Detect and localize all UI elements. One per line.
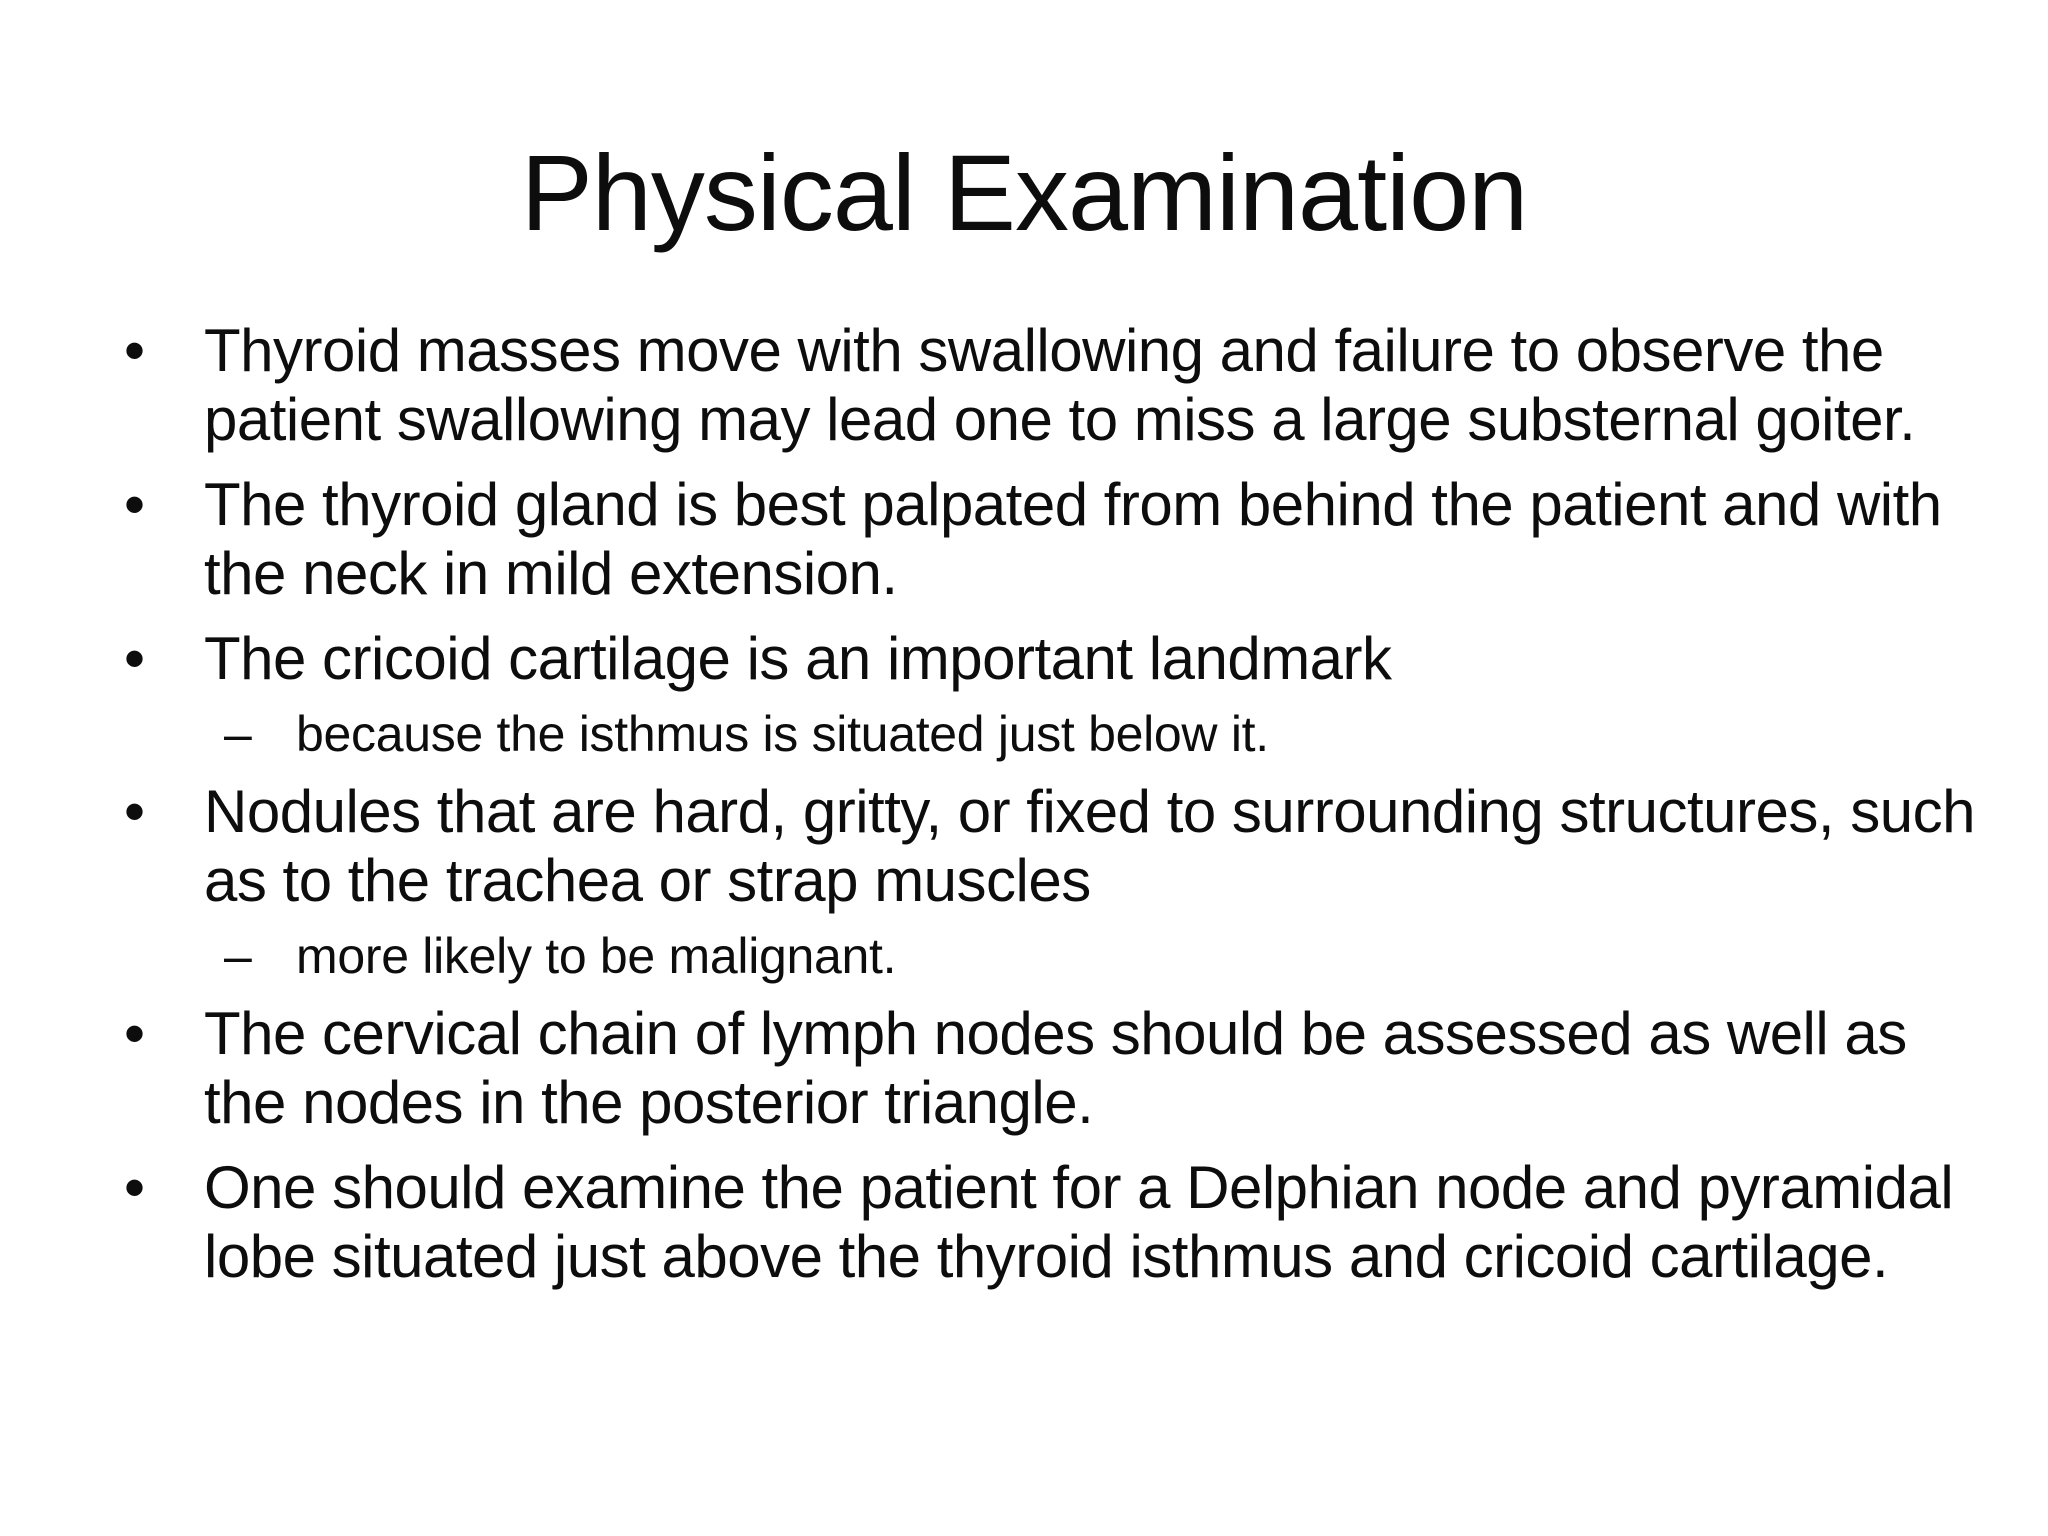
dash-icon: – [224, 706, 252, 762]
bullet-text: Thyroid masses move with swallowing and failure to observe the patient swallowing may lead one to miss a large substernal goiter. [204, 317, 1916, 453]
bullet-icon: • [124, 1154, 145, 1221]
bullet-text: The cervical chain of lymph nodes should be assessed as well as the nodes in the posterior triangle. [204, 1000, 1907, 1136]
bullet-icon: • [124, 1000, 145, 1067]
bullet-item [110, 316, 1980, 454]
bullet-icon: • [124, 625, 145, 692]
sub-bullet-item [110, 927, 1980, 985]
bullet-icon: • [124, 317, 145, 384]
bullet-item [110, 1153, 1980, 1291]
bullet-item [110, 624, 1980, 693]
bullet-list [110, 316, 1980, 1307]
bullet-text: The cricoid cartilage is an important landmark [204, 625, 1392, 692]
sub-bullet-text: more likely to be malignant. [296, 928, 897, 984]
sub-bullet-text: because the isthmus is situated just below it. [296, 706, 1269, 762]
sub-bullet-item [110, 705, 1980, 763]
bullet-icon: • [124, 778, 145, 845]
bullet-text: One should examine the patient for a Delphian node and pyramidal lobe situated just above the thyroid isthmus and cricoid cartilage. [204, 1154, 1954, 1290]
bullet-item [110, 470, 1980, 608]
bullet-item [110, 777, 1980, 915]
dash-icon: – [224, 928, 252, 984]
bullet-text: The thyroid gland is best palpated from behind the patient and with the neck in mild extension. [204, 471, 1942, 607]
bullet-text: Nodules that are hard, gritty, or fixed to surrounding structures, such as to the trachea or strap muscles [204, 778, 1975, 914]
bullet-icon: • [124, 471, 145, 538]
bullet-item [110, 999, 1980, 1137]
slide-title: Physical Examination [520, 132, 1528, 253]
